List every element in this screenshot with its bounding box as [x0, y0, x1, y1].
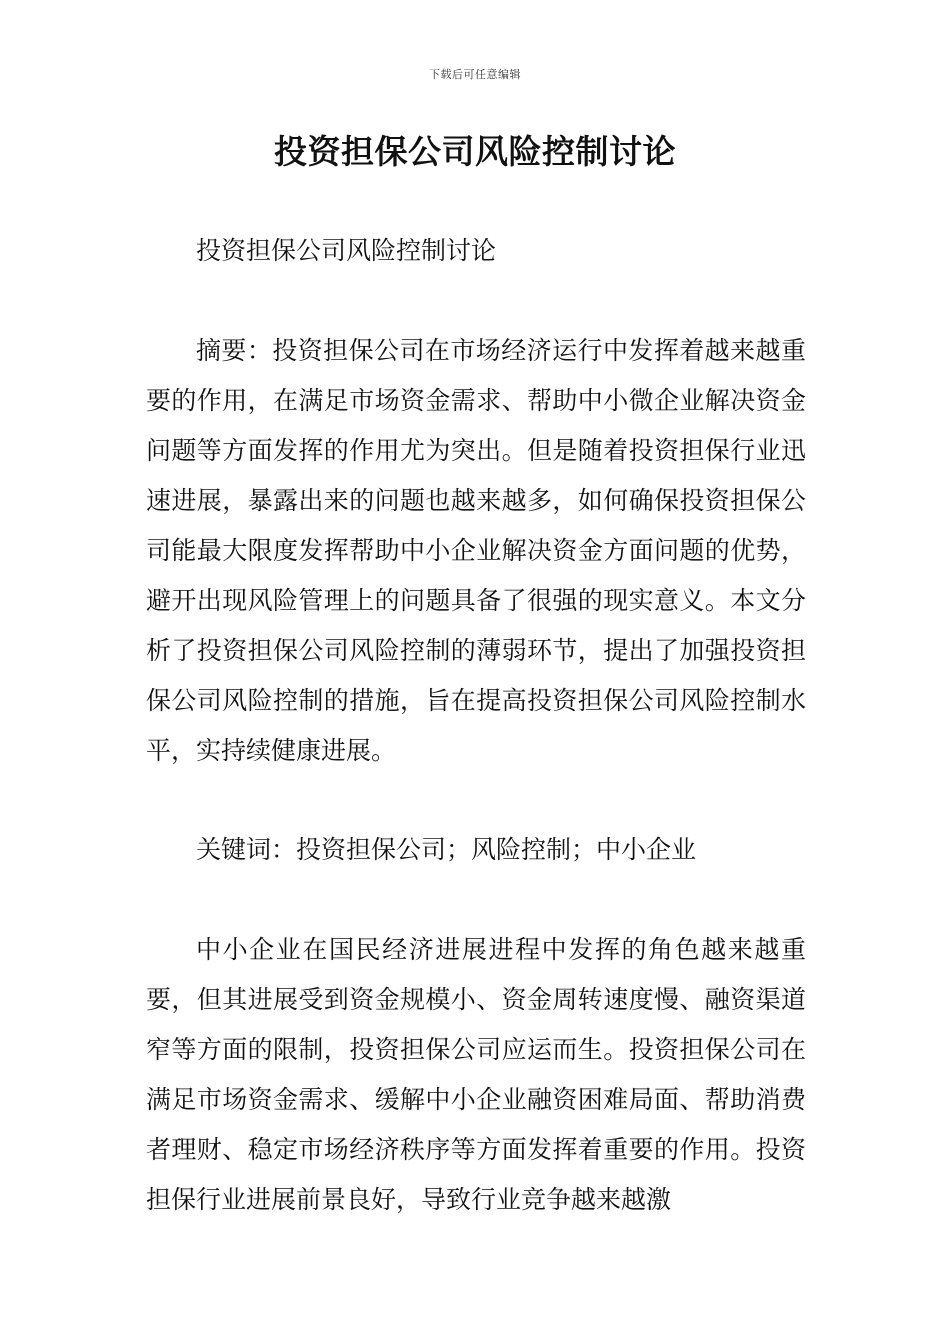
header-note: 下载后可任意编辑: [429, 68, 521, 81]
document-title: 投资担保公司风险控制讨论: [274, 132, 676, 171]
keywords-paragraph: 关键词：投资担保公司；风险控制；中小企业: [196, 835, 697, 864]
abstract-paragraph: 摘要：投资担保公司在市场经济运行中发挥着越来越重要的作用，在满足市场资金需求、帮助中小微企业解决资金问题等方面发挥的作用尤为突出。但是随着投资担保行业迅速进展，暴露出来的问题也越来越多，如何确保投资担保公司能最大限度发挥帮助中小企业解决资金方面问题的优势，避开出现风险管理上的问题具备了很强的现实意义。本文分析了投资担保公司风险控制的薄弱环节，提出了加强投资担保公司风险控制的措施，旨在提高投资担保公司风险控制水平，实持续健康进展。: [146, 336, 806, 765]
subtitle-paragraph: 投资担保公司风险控制讨论: [196, 236, 497, 265]
body-paragraph: 中小企业在国民经济进展进程中发挥的角色越来越重要，但其进展受到资金规模小、资金周转速度慢、融资渠道窄等方面的限制，投资担保公司应运而生。投资担保公司在满足市场资金需求、缓解中小企业融资困难局面、帮助消费者理财、稳定市场经济秩序等方面发挥着重要的作用。投资担保行业进展前景良好，导致行业竞争越来越激: [146, 935, 806, 1214]
